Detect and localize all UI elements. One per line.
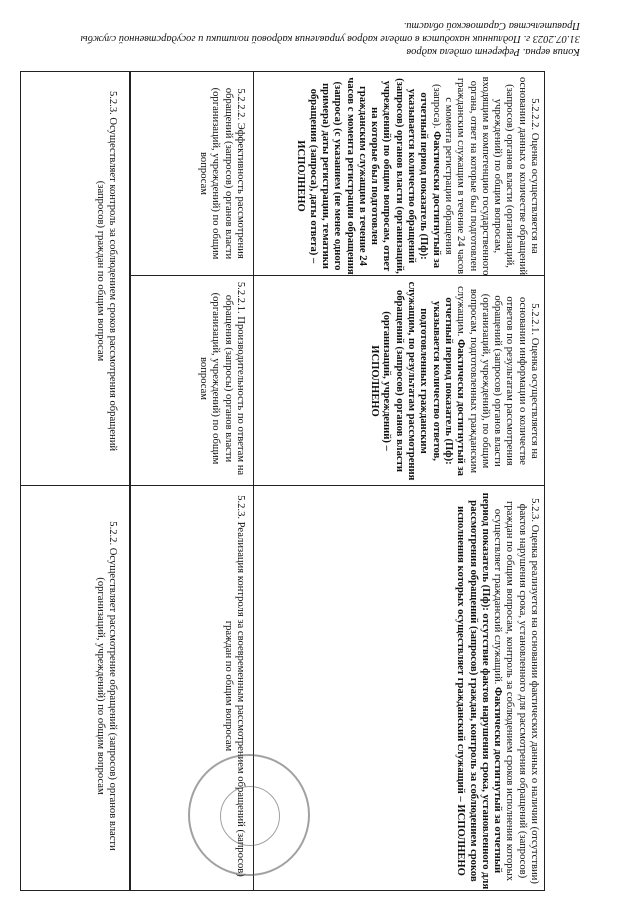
row-divider-1 [20, 485, 545, 486]
c3-c-part1: 5.2.3. Оценка реализуется на основании фактических данных о наличии (отсутствии) фактов нарушения срока, установленного для рассмотрения обращений (запросов) граждан по общим вопросам, контроль за соблюдением сроков исполнения которых осуществляет гражданский служащий. [492, 498, 540, 884]
c3-a-part1: 5.2.2.1. Оценка осуществляется на основании информации о количестве ответов по результатам рассмотрения обращений (запросов) органов власти (организаций, учреждений), по общим вопросам, подготовленных гражданским служащим. [455, 286, 540, 474]
c3-c-part2: Фактически достигнутый за отчетный период показатель (Пф): отсутствие фактов нарушения срока, установленного для рассмотрения обращений (запросов) граждан, контроль за соблюдением сроков исполнения которых осуществляет гражданский служащий – ИСПОЛНЕНО [455, 492, 504, 890]
c2-b-text: 5.2.2.2. Эффективность рассмотрения обращений (запросов) органов власти (организаций, учреждений) по общим вопросам [198, 87, 246, 260]
c2-a-text: 5.2.2.1. Производительность по ответам на обращения (запросы) органов власти (организаций, учреждений) по общим вопросам [198, 281, 246, 476]
c2-c-text: 5.2.3. Реализация контроля за своевременным рассмотрением обращений (запросов) граждан по общим вопросам [222, 495, 246, 877]
header-line-3: Копия верна. Референт отдела кадров [406, 46, 580, 57]
header [40, 19, 580, 58]
header-line-1: Правительства Саратовской области. [403, 20, 580, 31]
c3-a-part2: Фактически достигнутый за отчетный период показатель (Пф): указывается количество ответов, подготовленных гражданским служащим, по результатам рассмотрения обращений (запросов) органов власти (организаций, учреждений) – ИСПОЛНЕНО [369, 281, 467, 481]
c3-b-part2: Фактически достигнутый за отчетный период показатель (Пф): указывается количество обращений (запросов) органов власти (организаций, учреждений) по общим вопросам, ответ на которые был подготовлен гражданским служащим в течение 24 часов с момента регистрации обращения (запроса) (с указанием (не менее одного примера) даты регистрации, тематики обращения (запроса), даты ответа) – ИСПОЛНЕНО [295, 77, 442, 275]
c1-bottom-text: 5.2.3. Осуществляет контроль за соблюдением сроков рассмотрения обращений (запросов) граждан по общим вопросам [94, 90, 118, 452]
c3-b-part1: 5.2.2.2. Оценка осуществляется на основании данных о количестве обращений (запросов) органов власти (организаций, учреждений) по общим вопросам, входящим в компетенцию государственного органа, ответ на которые был подготовлен гражданским служащим в течение 24 часов с момента регистрации обращения (запроса). [430, 76, 540, 276]
c3-a-text [260, 281, 540, 481]
header-line-2: 31.07.2023 г. Подлинник находится в отделе кадров управления кадровой политики и государственной службы [80, 33, 580, 44]
c1-top-text: 5.2.2. Осуществляет рассмотрение обращений (запросов) органов власти (организаций, учреждений) по общим вопросам [94, 521, 118, 851]
row-divider-col2 [130, 275, 254, 276]
c3-b-text [260, 76, 540, 276]
official-seal [188, 754, 310, 876]
